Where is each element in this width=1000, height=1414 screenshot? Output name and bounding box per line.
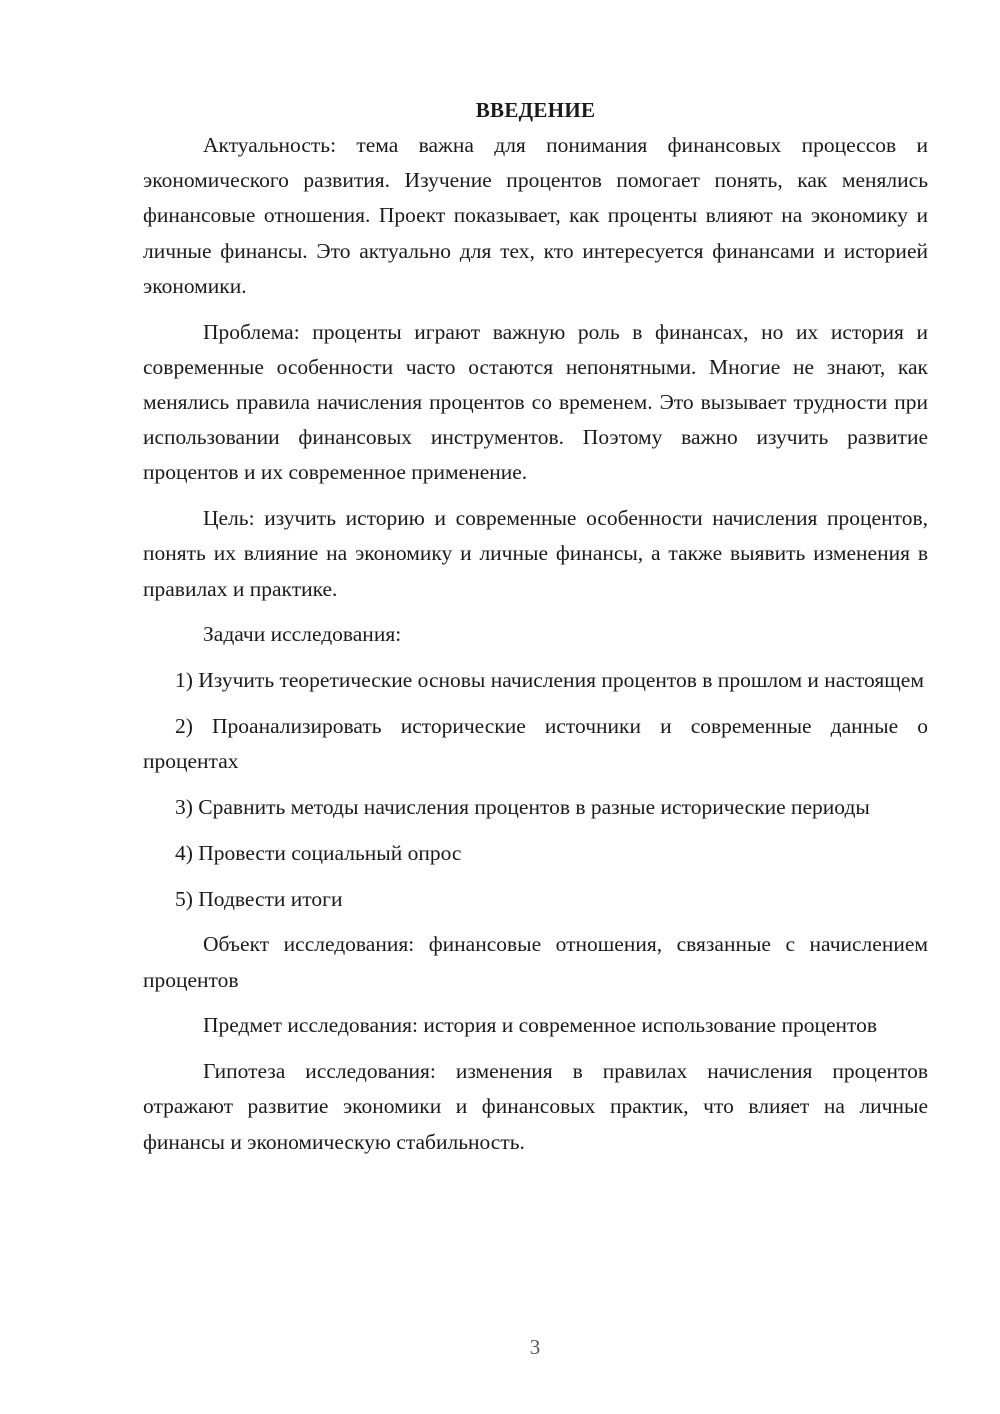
tasks-title: Задачи исследования: (203, 622, 402, 647)
task-item-4: 4) Провести социальный опрос (175, 840, 462, 865)
paragraph-subject: Предмет исследования: история и современное использование процентов (203, 1013, 878, 1038)
paragraph-goal: Цель: изучить историю и современные особенности начисления процентов, понять их влияние на экономику и личные финансы, а также выявить изменения в правилах и практике. (143, 506, 928, 601)
paragraph-object: Объект исследования: финансовые отношения, связанные с начислением процентов (143, 932, 928, 992)
task-item-5: 5) Подвести итоги (175, 886, 343, 911)
paragraph-relevance: Актуальность: тема важна для понимания финансовых процессов и экономического развития. Изучение процентов помогает понять, как менялись финансовые отношения. Проект показывает, как проценты влияют на экономику и личные финансы. Это актуально для тех, кто интересуется финансами и историей экономики. (143, 133, 928, 298)
task-item-2: 2) Проанализировать исторические источники и современные данные о процентах (143, 714, 928, 774)
task-item-1: 1) Изучить теоретические основы начисления процентов в прошлом и настоящем (175, 668, 924, 693)
section-heading: ВВЕДЕНИЕ (475, 98, 596, 122)
page-number: 3 (529, 1335, 541, 1359)
task-item-3: 3) Сравнить методы начисления процентов в разные исторические периоды (175, 795, 870, 820)
paragraph-hypothesis: Гипотеза исследования: изменения в правилах начисления процентов отражают развитие экономики и финансовых практик, что влияет на личные финансы и экономическую стабильность. (143, 1059, 928, 1154)
document-page (143, 93, 928, 1170)
paragraph-problem: Проблема: проценты играют важную роль в финансах, но их история и современные особенности часто остаются непонятными. Многие не знают, как менялись правила начисления процентов со временем. Это вызывает трудности при использовании финансовых инструментов. Поэтому важно изучить развитие процентов и их современное применение. (143, 319, 928, 485)
